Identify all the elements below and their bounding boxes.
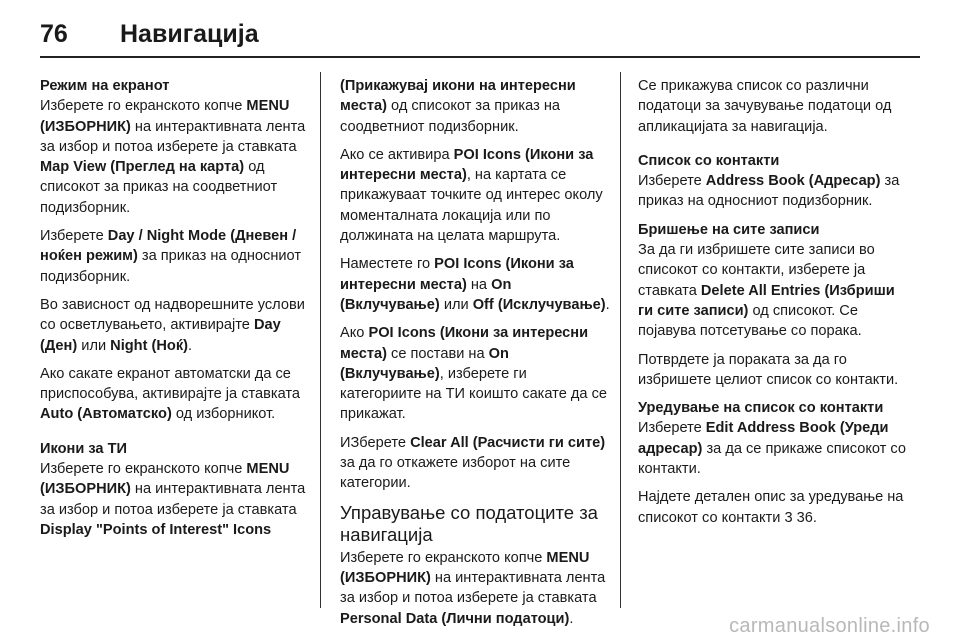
- paragraph: Се прикажува список со различни податоци за зачувување податоци од апликацијата за навигација.: [638, 78, 892, 135]
- paragraph: Изберете го екранското копче MENU (ИЗБОРНИК) на интерактивната лента за избор и потоа изберете ја ставката Display "Points of Interest" Icons: [40, 461, 306, 538]
- paragraph: Ако се активира POI Icons (Икони за интересни места), на картата се прикажуваат точките од интерес околу моменталната локација или по должината на целата маршрута.: [340, 146, 603, 245]
- paragraph: Ако сакате екранот автоматски да се приспособува, активирајте ја ставката Auto (Автоматско) од изборникот.: [40, 365, 301, 423]
- paragraph: Изберете Address Book (Адресар) за приказ на односниот подизборник.: [638, 173, 900, 210]
- page-header: [40, 14, 259, 54]
- heading-navigation-data: Управување со податоците за навигација: [340, 501, 598, 545]
- paragraph: Изберете Day / Night Mode (Дневен / ноќен режим) за приказ на односниот подизборник.: [40, 228, 302, 285]
- paragraph: За да ги избришете сите записи во списокот со контакти, изберете ја ставката Delete All Entries (Избриши ги сите записи) од списокот. Се појавува потсетување со порака.: [638, 242, 895, 340]
- column-2: [340, 76, 612, 637]
- paragraph: Изберете го екранското копче MENU (ИЗБОРНИК) на интерактивната лента за избор и потоа изберете ја ставката Personal Data (Лични податоци).: [340, 549, 606, 627]
- page-reference: 3 36.: [784, 509, 817, 526]
- paragraph: (Прикажувај икони на интересни места) од списокот за приказ на соодветниот подизборник.: [340, 78, 576, 135]
- paragraph: ИЗберете Clear All (Расчисти ги сите) за да го откажете изборот на сите категории.: [340, 434, 606, 492]
- paragraph: Во зависност од надворешните услови со осветлувањето, активирајте Day (Ден) или Night (Ноќ).: [40, 296, 305, 354]
- column-1: [40, 76, 312, 548]
- page-title: Навигација: [120, 19, 259, 48]
- header-rule: [40, 56, 920, 58]
- heading-contact-list: Список со контакти: [638, 152, 780, 169]
- page-number: 76: [40, 19, 68, 48]
- column-3: [638, 76, 910, 536]
- watermark: carmanualsonline.info: [729, 615, 930, 637]
- paragraph: Изберете го екранското копче MENU (ИЗБОРНИК) на интерактивната лента за избор и потоа изберете ја ставката Map View (Преглед на карта) од списокот за приказ на соодветниот подизборник.: [40, 98, 306, 216]
- heading-edit-contacts: Уредување на список со контакти: [638, 400, 884, 417]
- column-divider-1: [320, 72, 321, 608]
- paragraph: Изберете Edit Address Book (Уреди адресар) за да се прикаже списокот со контакти.: [638, 420, 906, 478]
- heading-poi-icons: Икони за ТИ: [40, 440, 127, 457]
- paragraph: Потврдете ја пораката за да го избришете целиот список со контакти.: [638, 351, 899, 388]
- paragraph: Најдете детален опис за уредување на списокот со контакти 3 36.: [638, 489, 904, 526]
- heading-display-mode: Режим на екранот: [40, 78, 170, 94]
- paragraph: Ако POI Icons (Икони за интересни места) се постави на On (Вклучување), изберете ги категориите на ТИ коишто сакате да се прикажат.: [340, 325, 607, 423]
- paragraph: Наместете го POI Icons (Икони за интересни места) на On (Вклучување) или Off (Исклучување).: [340, 256, 610, 313]
- column-divider-2: [620, 72, 621, 608]
- heading-delete-entries: Бришење на сите записи: [638, 221, 820, 238]
